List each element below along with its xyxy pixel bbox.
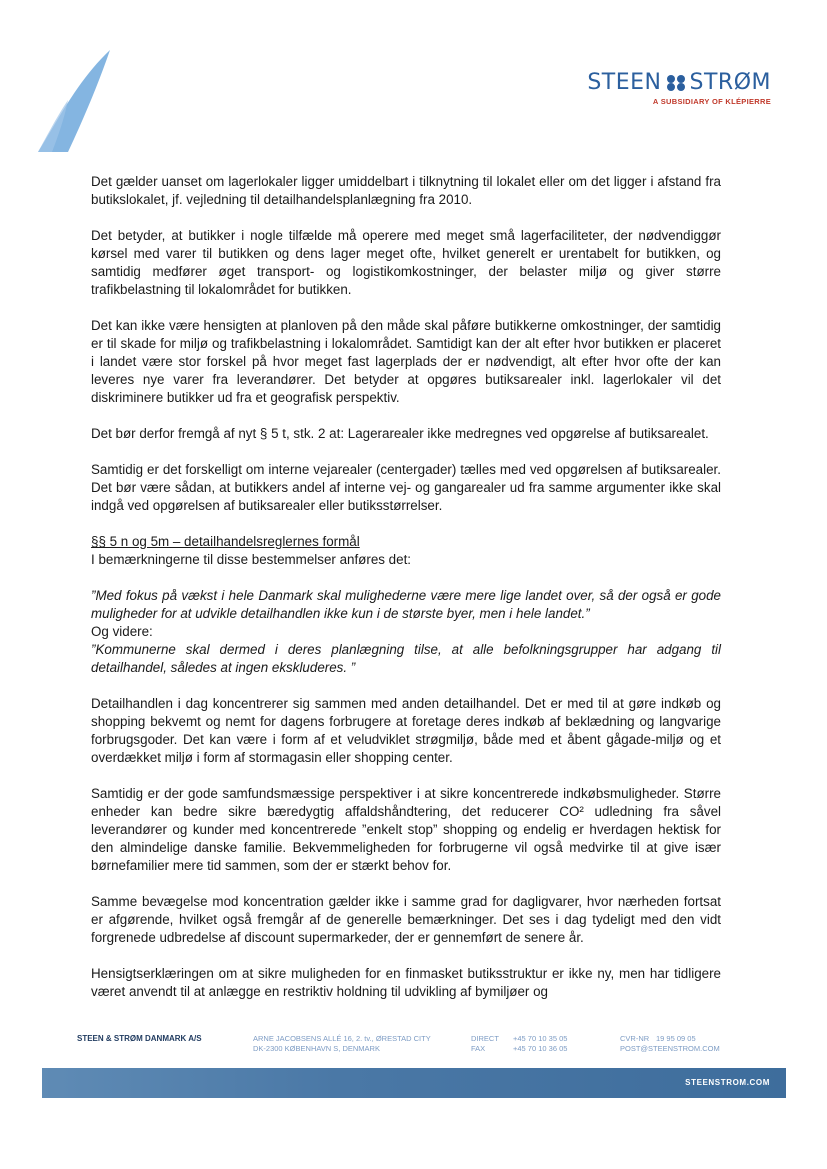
section-heading: §§ 5 n og 5m – detailhandelsreglernes formål: [91, 534, 360, 549]
footer-bar: [42, 1068, 786, 1098]
footer-fax-label: FAX: [471, 1044, 486, 1053]
quote-1: ”Med fokus på vækst i hele Danmark skal mulighederne være mere lige landet over, så der også er gode muligheder for at udvikle detailhandlen ikke kun i de største byer, men i hele landet.”: [91, 588, 721, 621]
paragraph-5: Samtidig er det forskelligt om interne vejarealer (centergader) tælles med ved opgørelsen af butiksarealer. Det bør være sådan, at butikkers andel af interne vej- og gangarealer ud fra samme argumenter ikke skal indgå ved opgørelsen af butiksarealer eller butiksstørrelser.: [91, 462, 721, 513]
footer-company: STEEN & STRØM DANMARK A/S: [77, 1034, 202, 1043]
swoosh-decoration: [28, 40, 118, 160]
og-videre: Og videre:: [91, 624, 153, 639]
logo-word-left: STEEN: [587, 70, 662, 95]
footer-address-line1: ARNE JACOBSENS ALLÉ 16, 2. tv., ØRESTAD CITY: [253, 1034, 431, 1043]
footer-cvr-label: CVR-NR: [620, 1034, 650, 1043]
logo-wordmark: [587, 70, 771, 95]
paragraph-7: Samtidig er der gode samfundsmæssige perspektiver i at sikre koncentrerede indkøbsmuligheder. Større enheder kan bedre sikre bæredygtig affaldshåndtering, det reducerer CO² udledning fra såvel leverandører og kunder med koncentrerede ”enkelt stop” shopping og endelig er hverdagen hektisk for den almindelige danske familie. Bekvemmeligheden for forbrugerne vil også medvirke til at give især børnefamilier mere tid sammen, som der er stærkt behov for.: [91, 786, 721, 873]
footer-direct-value: +45 70 10 35 05: [513, 1034, 568, 1043]
paragraph-1: Det gælder uanset om lagerlokaler ligger umiddelbart i tilknytning til lokalet eller om det ligger i afstand fra butikslokalet, jf. vejledning til detailhandelsplanlægning fra 2010.: [91, 174, 721, 207]
paragraph-8: Samme bevægelse mod koncentration gælder ikke i samme grad for dagligvarer, hvor nærheden fortsat er afgørende, hvilket også fremgår af de generelle bemærkninger. Det ses i dag tydeligt med den vidt forgrenede udbredelse af discount supermarkeder, der er gennemført de senere år.: [91, 894, 721, 945]
footer-direct-label: DIRECT: [471, 1034, 499, 1043]
footer-address: [253, 1034, 431, 1054]
paragraph-6: Detailhandlen i dag koncentrerer sig sammen med anden detailhandel. Det er med til at gøre indkøb og shopping bekvemt og nemt for dagens forbrugere at foretage deres indkøb af beklædning og langvarige forbrugsgoder. Det kan være i form af et veludviklet strøgmiljø, både med et åbent gågade-miljø og et overdækket miljø i form af stormagasin eller shopping center.: [91, 696, 721, 765]
letter-body: [91, 173, 721, 1019]
paragraph-2: Det betyder, at butikker i nogle tilfælde må operere med meget små lagerfaciliteter, der nødvendiggør kørsel med varer til butikken og dens lager meget ofte, hvilket generelt er urentabelt for butikken, og samtidig medfører øget transport- og logistikomkostninger, der belaster miljø og giver større trafikbelastning til lokalområdet for butikken.: [91, 228, 721, 297]
section-intro: I bemærkningerne til disse bestemmelser anføres det:: [91, 552, 412, 567]
footer-email: POST@STEENSTROM.COM: [620, 1044, 720, 1053]
footer-phone: [471, 1034, 567, 1054]
logo-emblem-icon: [665, 73, 687, 93]
footer-fax-value: +45 70 10 36 05: [513, 1044, 568, 1053]
quote-2: ”Kommunerne skal dermed i deres planlægning tilse, at alle befolkningsgrupper har adgang til detailhandel, således at ingen ekskluderes. ”: [91, 642, 721, 675]
paragraph-4: Det bør derfor fremgå af nyt § 5 t, stk. 2 at: Lagerarealer ikke medregnes ved opgørelse af butiksarealet.: [91, 426, 709, 441]
paragraph-9: Hensigtserklæringen om at sikre muligheden for en finmasket butiksstruktur er ikke ny, men har tidligere været anvendt til at anlægge en restriktiv holdning til udvikling af bymiljøer og: [91, 966, 721, 999]
footer-cvr-value: 19 95 09 05: [656, 1034, 696, 1043]
company-logo: [587, 70, 771, 106]
footer-address-line2: DK-2300 KØBENHAVN S, DENMARK: [253, 1044, 380, 1053]
logo-subtitle: A SUBSIDIARY OF KLÉPIERRE: [652, 97, 771, 106]
footer-cvr: [620, 1034, 720, 1054]
footer-website: STEENSTROM.COM: [685, 1078, 770, 1087]
paragraph-3: Det kan ikke være hensigten at planloven på den måde skal påføre butikkerne omkostninger, der samtidig er til skade for miljø og trafikbelastning i lokalområdet. Samtidigt kan der alt efter hvor butikken er placeret i landet være stor forskel på hvor meget fast lagerplads der er nødvendigt, alt efter hvor ofte der kan leveres nye varer fra leverandører. Det betyder at opgøres butiksarealer inkl. lagerlokaler vil det diskriminere butikker ud fra et geografisk perspektiv.: [91, 318, 721, 405]
logo-word-right: STRØM: [689, 70, 771, 95]
